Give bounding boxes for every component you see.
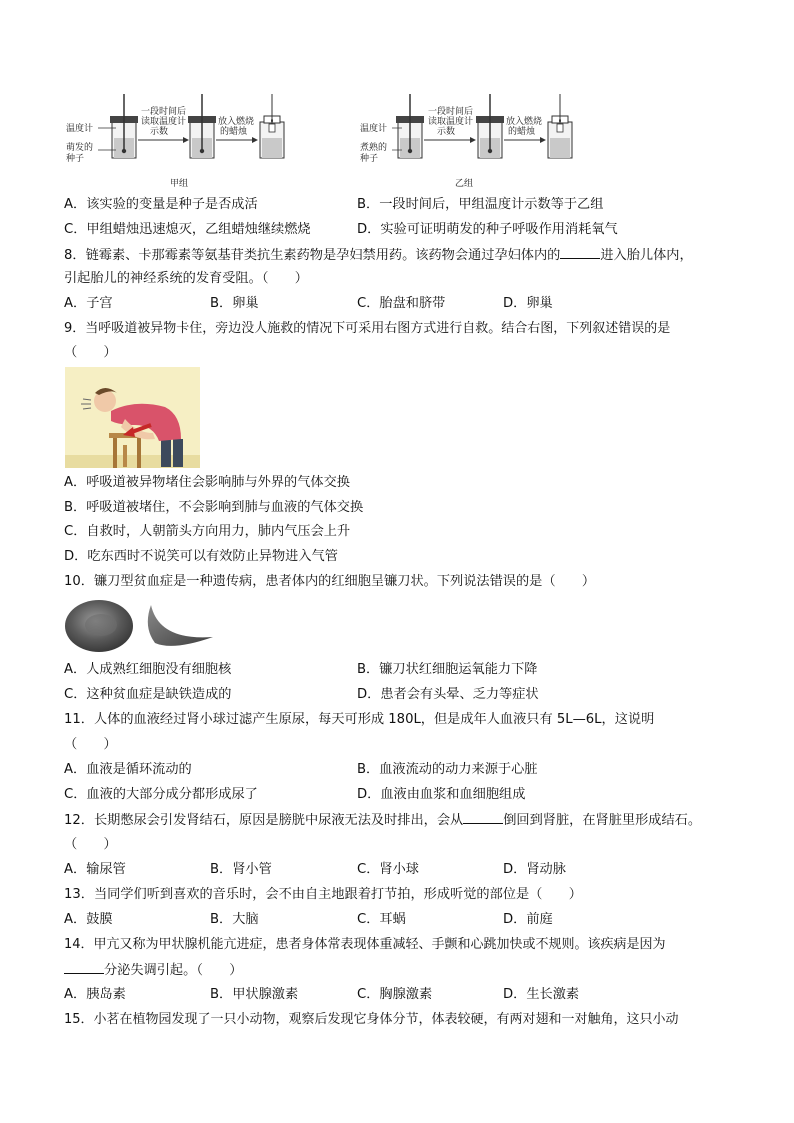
caption-jia: 甲组 (170, 179, 189, 189)
q13-stem: 13．当同学们听到喜欢的音乐时，会不由自主地跟着打节拍，形成听觉的部位是（ ） (64, 887, 582, 902)
q7-row-2 (0, 221, 794, 239)
q9-stem-line-2: （ ） (64, 345, 117, 360)
q7-option-d[interactable]: D．实验可证明萌发的种子呼吸作用消耗氧气 (357, 222, 618, 237)
red-blood-cells-illustration (63, 597, 223, 655)
q14-option-a[interactable]: A．胰岛素 (64, 987, 126, 1002)
step1-line2-yi: 读取温度计 (428, 117, 474, 127)
q10-option-b[interactable]: B．镰刀状红细胞运氧能力下降 (357, 662, 538, 677)
q13-option-a[interactable]: A．鼓膜 (64, 912, 113, 927)
q11-option-d[interactable]: D．血液由血浆和血细胞组成 (357, 787, 526, 802)
q9-option-b[interactable]: B．呼吸道被堵住，不会影响到肺与血液的气体交换 (64, 500, 364, 515)
q14-option-c[interactable]: C．胸腺激素 (357, 987, 433, 1002)
q11-option-a[interactable]: A．血液是循环流动的 (64, 762, 192, 777)
q8-option-c[interactable]: C．胎盘和脐带 (357, 296, 446, 311)
q14-blank (64, 961, 104, 974)
q7-option-a[interactable]: A．该实验的变量是种子是否成活 (64, 197, 258, 212)
thermometer-label-jia: 温度计 (66, 124, 94, 134)
q9-stem-line-1: 9．当呼吸道被异物卡住，旁边没人施救的情况下可采用右图方式进行自救。结合右图，下列叙述错误的是 (64, 321, 671, 336)
q7-option-c[interactable]: C．甲组蜡烛迅速熄灭，乙组蜡烛继续燃烧 (64, 222, 311, 237)
q9-option-c[interactable]: C．自救时，人朝箭头方向用力，肺内气压会上升 (64, 524, 351, 539)
seed-label-jia-1: 萌发的 (66, 143, 94, 153)
q12-option-c[interactable]: C．肾小球 (357, 862, 419, 877)
q11-row-2 (0, 786, 794, 804)
seed-label-jia-2: 种子 (66, 154, 85, 164)
q14-options (0, 986, 794, 1004)
q9-option-a[interactable]: A．呼吸道被异物堵住会影响肺与外界的气体交换 (64, 475, 350, 490)
q8-option-a[interactable]: A．子宫 (64, 296, 113, 311)
q13-option-c[interactable]: C．耳蜗 (357, 912, 406, 927)
q9-option-d[interactable]: D．吃东西时不说笑可以有效防止异物进入气管 (64, 549, 338, 564)
q12-option-d[interactable]: D．肾动脉 (503, 862, 566, 877)
q10-row-1 (0, 661, 794, 679)
q8-option-d[interactable]: D．卵巢 (503, 296, 553, 311)
q10-row-2 (0, 686, 794, 704)
q13-options (0, 911, 794, 929)
step2-line2-yi: 的蜡烛 (508, 127, 536, 137)
q10-option-a[interactable]: A．人成熟红细胞没有细胞核 (64, 662, 232, 677)
q11-option-b[interactable]: B．血液流动的动力来源于心脏 (357, 762, 538, 777)
q15-stem: 15．小茗在植物园发现了一只小动物，观察后发现它身体分节，体表较硬，有两对翅和一对触角，这只小动 (64, 1012, 679, 1027)
self-rescue-illustration (65, 367, 200, 468)
q14-option-b[interactable]: B．甲状腺激素 (210, 987, 299, 1002)
group-jia-diagram (66, 94, 284, 189)
q10-stem: 10．镰刀型贫血症是一种遗传病，患者体内的红细胞呈镰刀状。下列说法错误的是（ ） (64, 574, 596, 589)
step1-line1-jia: 一段时间后 (141, 107, 187, 117)
caption-yi: 乙组 (455, 179, 474, 189)
q10-option-c[interactable]: C．这种贫血症是缺铁造成的 (64, 687, 232, 702)
experiment-diagram (0, 0, 794, 195)
q7-option-b[interactable]: B．一段时间后，甲组温度计示数等于乙组 (357, 197, 604, 212)
step1-line3-jia: 示数 (150, 127, 169, 137)
q7-row-1 (0, 196, 794, 214)
q12-options (0, 861, 794, 879)
seed-label-yi-2: 种子 (360, 154, 379, 164)
q8-stem-line-2: 引起胎儿的神经系统的发育受阻。（ ） (64, 271, 308, 286)
q14-option-d[interactable]: D．生长激素 (503, 987, 580, 1002)
q8-options (0, 295, 794, 313)
q10-option-d[interactable]: D．患者会有头晕、乏力等症状 (357, 687, 539, 702)
q11-stem-line-1: 11．人体的血液经过肾小球过滤产生原尿，每天可形成 180L，但是成年人血液只有 5L—6L，这说明 (64, 712, 655, 727)
q8-blank (560, 246, 600, 259)
step1-line2-jia: 读取温度计 (141, 117, 187, 127)
q13-option-b[interactable]: B．大脑 (210, 912, 259, 927)
q8-option-b[interactable]: B．卵巢 (210, 296, 259, 311)
step1-line3-yi: 示数 (437, 127, 456, 137)
q12-stem-b: 倒回到肾脏，在肾脏里形成结石。 (503, 813, 702, 828)
q12-option-b[interactable]: B．肾小管 (210, 862, 272, 877)
q12-stem-line-1 (64, 811, 701, 830)
q11-stem-line-2: （ ） (64, 737, 117, 752)
group-yi-diagram (360, 94, 572, 189)
q8-stem-line-1 (64, 246, 693, 265)
q11-row-1 (0, 761, 794, 779)
q14-stem-line-1: 14．甲亢又称为甲状腺机能亢进症，患者身体常表现体重减轻、手颤和心跳加快或不规则。该疾病是因为 (64, 937, 666, 952)
q14-stem-line-2 (64, 961, 242, 980)
q8-stem-b: 进入胎儿体内， (600, 248, 693, 263)
q8-stem-a: 8．链霉素、卡那霉素等氨基苷类抗生素药物是孕妇禁用药。该药物会通过孕妇体内的 (64, 248, 561, 263)
q14-stem-b: 分泌失调引起。（ ） (104, 963, 243, 978)
q12-option-a[interactable]: A．输尿管 (64, 862, 126, 877)
step2-line1-yi: 放入燃烧 (506, 117, 543, 127)
step2-line2-jia: 的蜡烛 (220, 127, 248, 137)
q12-stem-line-2: （ ） (64, 837, 117, 852)
step1-line1-yi: 一段时间后 (428, 107, 474, 117)
q11-option-c[interactable]: C．血液的大部分成分都形成尿了 (64, 787, 258, 802)
seed-label-yi-1: 煮熟的 (360, 143, 388, 153)
step2-line1-jia: 放入燃烧 (218, 117, 255, 127)
q13-option-d[interactable]: D．前庭 (503, 912, 553, 927)
thermometer-label-yi: 温度计 (360, 124, 388, 134)
q12-blank (463, 811, 503, 824)
q12-stem-a: 12．长期憋尿会引发肾结石，原因是膀胱中尿液无法及时排出，会从 (64, 813, 464, 828)
